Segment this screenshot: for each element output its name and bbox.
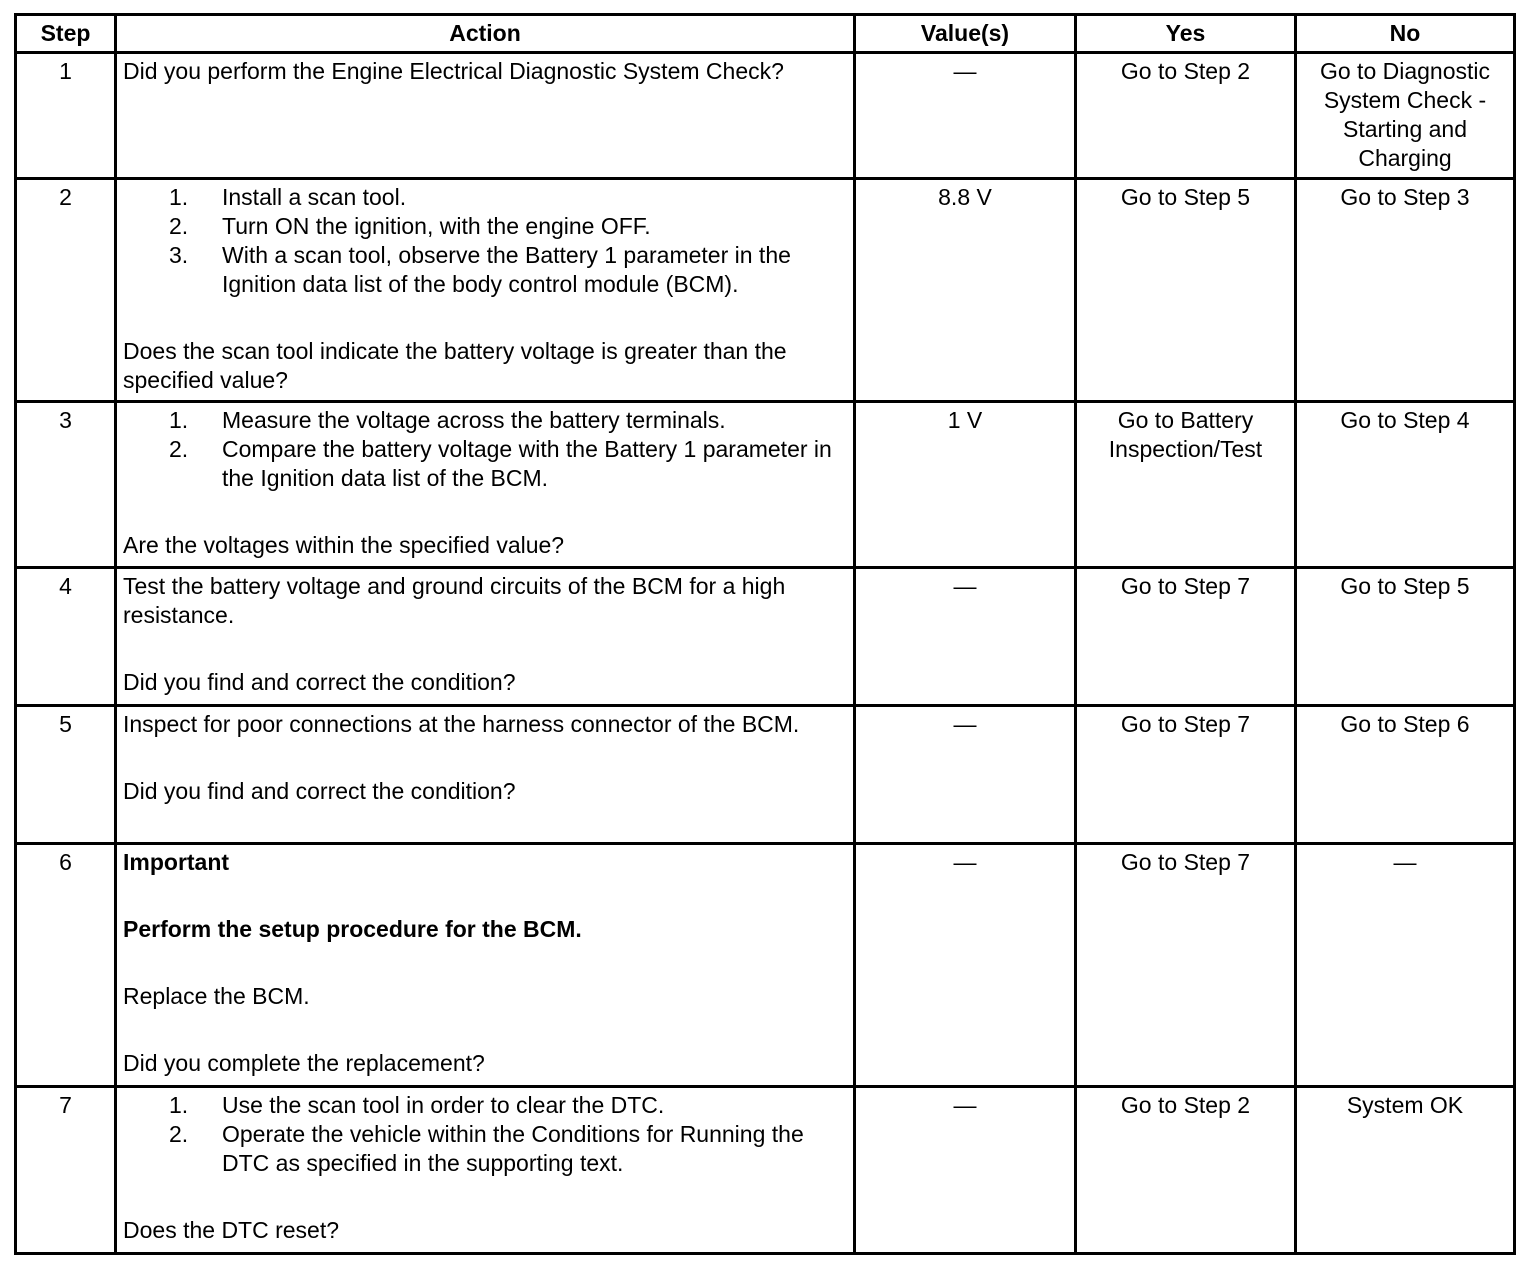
question-text: Are the voltages within the specified value? [123,532,565,558]
question-text: Did you find and correct the condition? [123,669,516,695]
action-cell [116,1087,855,1254]
step-number: 6 [16,844,116,1087]
action-text: Inspect for poor connections at the harness connector of the BCM. [123,711,800,737]
spacer [123,739,847,777]
question-text: Does the scan tool indicate the battery voltage is greater than the specified value? [123,338,787,393]
substep-text: Install a scan tool. [222,184,407,210]
header-yes: Yes [1076,15,1296,53]
list-item [123,1120,847,1178]
substep-text: Turn ON the ignition, with the engine OFF. [222,213,651,239]
substep-text: Operate the vehicle within the Conditions for Running the DTC as specified in the supporting text. [222,1121,804,1176]
yes-cell[interactable]: Go to Battery Inspection/Test [1076,402,1296,568]
substep-text: Measure the voltage across the battery terminals. [222,407,726,433]
list-item [123,183,847,212]
header-action: Action [116,15,855,53]
substep-number: 2. [169,213,189,239]
table-row [16,568,1515,706]
yes-cell[interactable]: Go to Step 7 [1076,844,1296,1087]
question-text: Did you find and correct the condition? [123,778,516,804]
important-heading: Important [123,849,230,875]
substep-number: 1. [169,184,189,210]
spacer [123,944,847,982]
substep-text: With a scan tool, observe the Battery 1 parameter in the Ignition data list of the body control module (BCM). [222,242,791,297]
no-cell[interactable]: Go to Step 6 [1296,706,1515,844]
substep-number: 2. [169,1121,189,1147]
substep-number: 3. [169,242,189,268]
no-cell: — [1296,844,1515,1087]
header-step: Step [16,15,116,53]
action-cell [116,844,855,1087]
action-cell [116,706,855,844]
table-row [16,1087,1515,1254]
yes-cell[interactable]: Go to Step 7 [1076,706,1296,844]
value-cell: — [855,706,1076,844]
substep-text: Compare the battery voltage with the Battery 1 parameter in the Ignition data list of the BCM. [222,436,832,491]
table-row [16,402,1515,568]
step-number: 5 [16,706,116,844]
diagnostic-table [14,13,1516,1255]
step-number: 3 [16,402,116,568]
diagnostic-table-container [14,13,1516,1255]
spacer [123,877,847,915]
step-number: 2 [16,179,116,402]
yes-cell[interactable]: Go to Step 7 [1076,568,1296,706]
substep-number: 2. [169,436,189,462]
action-text: Test the battery voltage and ground circuits of the BCM for a high resistance. [123,573,786,628]
table-row [16,844,1515,1087]
table-row [16,53,1515,179]
list-item [123,406,847,435]
no-cell[interactable]: Go to Step 4 [1296,402,1515,568]
spacer [123,1011,847,1049]
question-text: Did you complete the replacement? [123,1050,485,1076]
substep-number: 1. [169,1092,189,1118]
value-cell: 8.8 V [855,179,1076,402]
spacer [123,630,847,668]
substep-list [123,183,847,299]
list-item [123,435,847,493]
spacer [123,493,847,531]
action-cell [116,568,855,706]
no-cell[interactable]: Go to Step 5 [1296,568,1515,706]
important-note: Perform the setup procedure for the BCM. [123,916,582,942]
list-item [123,212,847,241]
action-text: Did you perform the Engine Electrical Diagnostic System Check? [123,58,784,84]
spacer [123,1178,847,1216]
yes-cell[interactable]: Go to Step 2 [1076,1087,1296,1254]
header-values: Value(s) [855,15,1076,53]
table-row [16,179,1515,402]
action-cell [116,402,855,568]
action-text: Replace the BCM. [123,983,310,1009]
substep-number: 1. [169,407,189,433]
spacer [123,299,847,337]
no-cell: System OK [1296,1087,1515,1254]
yes-cell[interactable]: Go to Step 5 [1076,179,1296,402]
value-cell: 1 V [855,402,1076,568]
yes-cell[interactable]: Go to Step 2 [1076,53,1296,179]
list-item [123,241,847,299]
no-cell[interactable]: Go to Step 3 [1296,179,1515,402]
step-number: 1 [16,53,116,179]
action-cell [116,53,855,179]
no-cell[interactable]: Go to Diagnostic System Check - Starting and Charging [1296,53,1515,179]
action-cell [116,179,855,402]
value-cell: — [855,568,1076,706]
list-item [123,1091,847,1120]
value-cell: — [855,844,1076,1087]
value-cell: — [855,1087,1076,1254]
table-row [16,706,1515,844]
substep-list [123,406,847,493]
table-header-row [16,15,1515,53]
step-number: 7 [16,1087,116,1254]
value-cell: — [855,53,1076,179]
substep-text: Use the scan tool in order to clear the DTC. [222,1092,665,1118]
substep-list [123,1091,847,1178]
question-text: Does the DTC reset? [123,1217,340,1243]
header-no: No [1296,15,1515,53]
step-number: 4 [16,568,116,706]
